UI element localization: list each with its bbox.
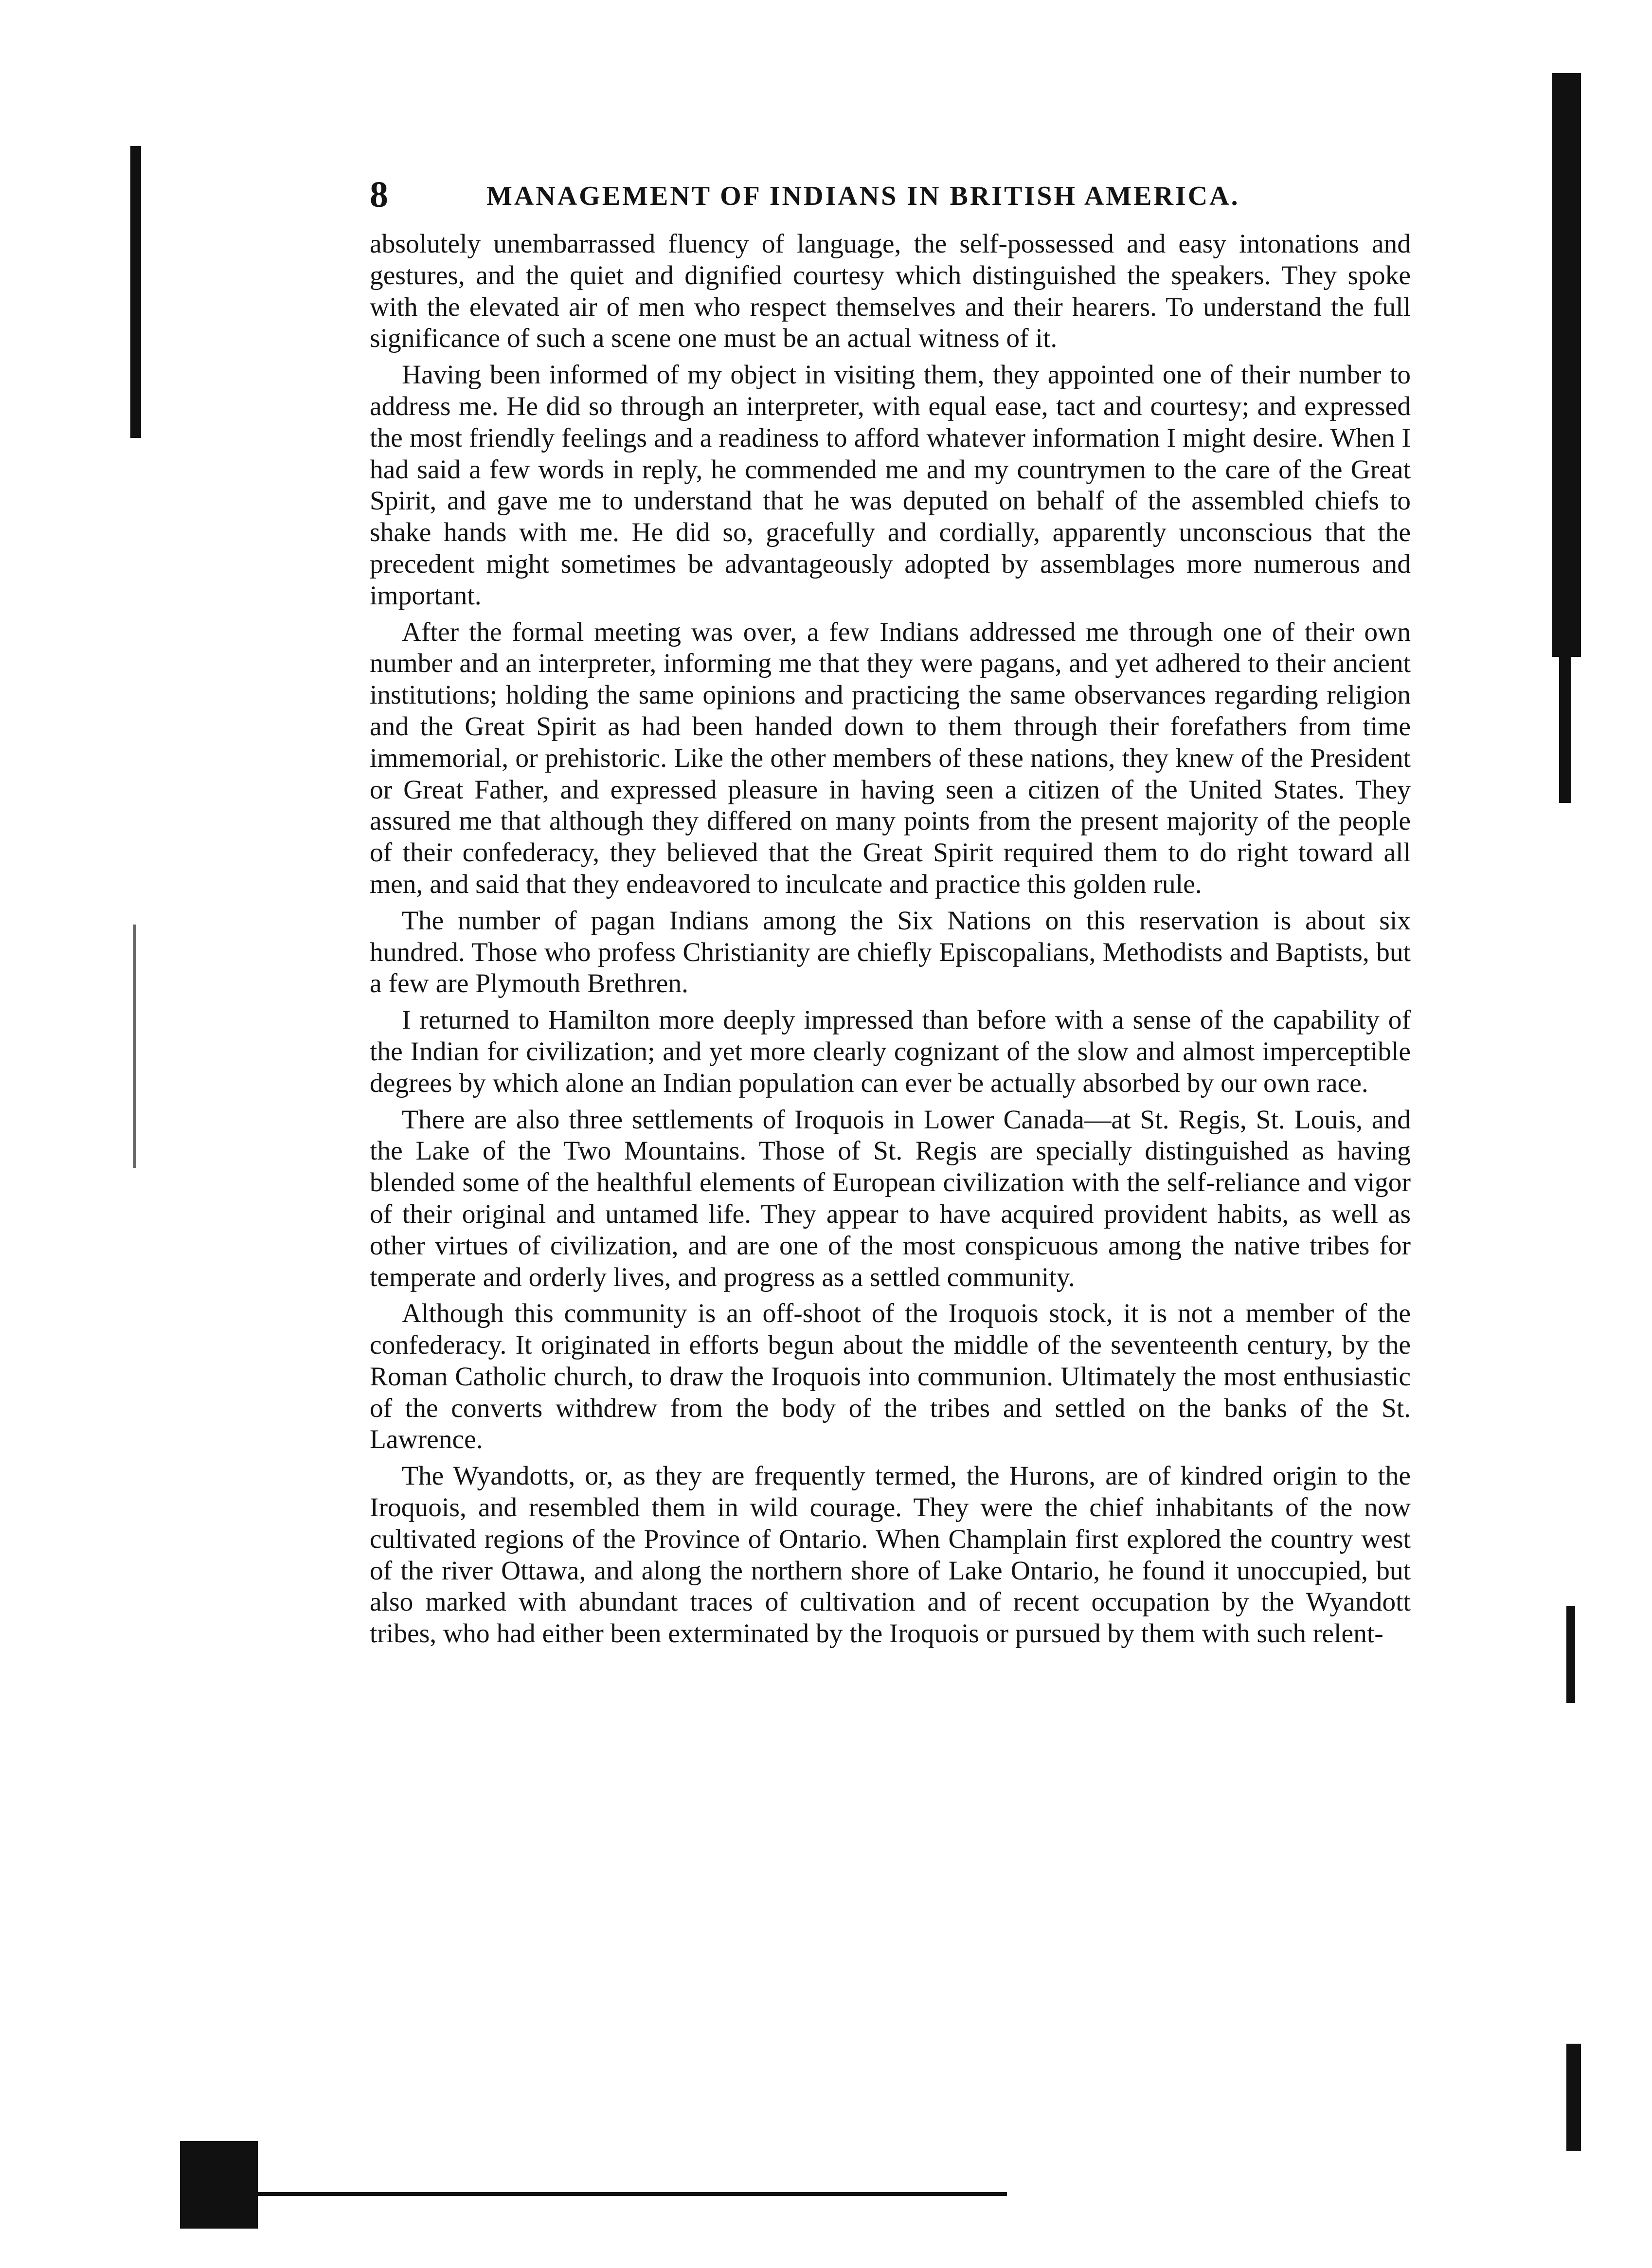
paragraph: The number of pagan Indians among the Six Nations on this reservation is about six hundred. Those who profess Christianity are chiefly Episcopalians, Methodists and Baptists, but a few are Plymouth Brethren. bbox=[370, 906, 1411, 999]
paragraph: There are also three settlements of Iroquois in Lower Canada—at St. Regis, St. Louis, and the Lake of the Two Mountains. Those of St. Regis are specially distinguished as having blended some of the healthful elements of European civilization with the self-reliance and vigor of their original and untamed life. They appear to have acquired provident habits, as well as other virtues of civilization, and are one of the most conspicuous among the native tribes for temperate and orderly lives, and progress as a settled community. bbox=[370, 1105, 1411, 1292]
paragraph: I returned to Hamilton more deeply impressed than before with a sense of the capability of the Indian for civilization; and yet more clearly cognizant of the slow and almost imperceptible degrees by which alone an Indian population can ever be actually absorbed by our own race. bbox=[370, 1005, 1411, 1098]
page-number: 8 bbox=[370, 174, 388, 215]
paragraph: The Wyandotts, or, as they are frequently termed, the Hurons, are of kindred origin to the Iroquois, and resembled them in wild courage. They were the chief inhabitants of the now cultivated regions of the Province of Ontario. When Champlain first explored the country west of the river Ottawa, and along the northern shore of Lake Ontario, he found it unoccupied, but also marked with abundant traces of cultivation and of recent occupation by the Wyandott tribes, who had either been exterminated by the Iroquois or pursued by them with such relent- bbox=[370, 1461, 1411, 1649]
paragraph: absolutely unembarrassed fluency of language, the self-possessed and easy intonations and gestures, and the quiet and dignified courtesy which distinguished the speakers. They spoke with the elevated air of men who respect themselves and their hearers. To understand the full significance of such a scene one must be an actual witness of it. bbox=[370, 229, 1411, 354]
scan-margin-right-mark bbox=[1566, 2044, 1581, 2151]
scan-margin-right-mark bbox=[1552, 73, 1581, 657]
page-header bbox=[370, 168, 1411, 221]
body-text bbox=[370, 229, 1411, 1650]
scan-margin-right-mark bbox=[1559, 608, 1571, 803]
paragraph: Although this community is an off-shoot of the Iroquois stock, it is not a member of the confederacy. It originated in efforts begun about the middle of the seventeenth century, by the Roman Catholic church, to draw the Iroquois into communion. Ultimately the most enthusiastic of the converts withdrew from the body of the tribes and settled on the banks of the St. Lawrence. bbox=[370, 1299, 1411, 1455]
paragraph: Having been informed of my object in visiting them, they appointed one of their number to address me. He did so through an interpreter, with equal ease, tact and courtesy; and expressed the most friendly feelings and a readiness to afford whatever information I might desire. When I had said a few words in reply, he commended me and my countrymen to the care of the Great Spirit, and gave me to understand that he was deputed on behalf of the assembled chiefs to shake hands with me. He did so, gracefully and cordially, apparently unconscious that the precedent might sometimes be advantageously adopted by assemblages more numerous and important. bbox=[370, 360, 1411, 611]
running-head: MANAGEMENT OF INDIANS IN BRITISH AMERICA. bbox=[486, 181, 1240, 211]
scan-margin-left-mark bbox=[133, 925, 136, 1168]
scan-margin-right-mark bbox=[1566, 1606, 1575, 1703]
scan-margin-left-mark bbox=[130, 146, 141, 438]
paragraph: After the formal meeting was over, a few Indians addressed me through one of their own number and an interpreter, informing me that they were pagans, and yet adhered to their ancient institutions; holding the same opinions and practicing the same observances regarding religion and the Great Spirit as had been handed down to them through their forefathers from time immemorial, or prehistoric. Like the other members of these nations, they knew of the President or Great Father, and expressed pleasure in having seen a citizen of the United States. They assured me that although they differed on many points from the present majority of the people of their confederacy, they believed that the Great Spirit required them to do right toward all men, and said that they endeavored to inculcate and practice this golden rule. bbox=[370, 617, 1411, 899]
scan-bottom-rule bbox=[253, 2192, 1007, 2196]
scan-bottom-left-mark bbox=[180, 2141, 258, 2229]
